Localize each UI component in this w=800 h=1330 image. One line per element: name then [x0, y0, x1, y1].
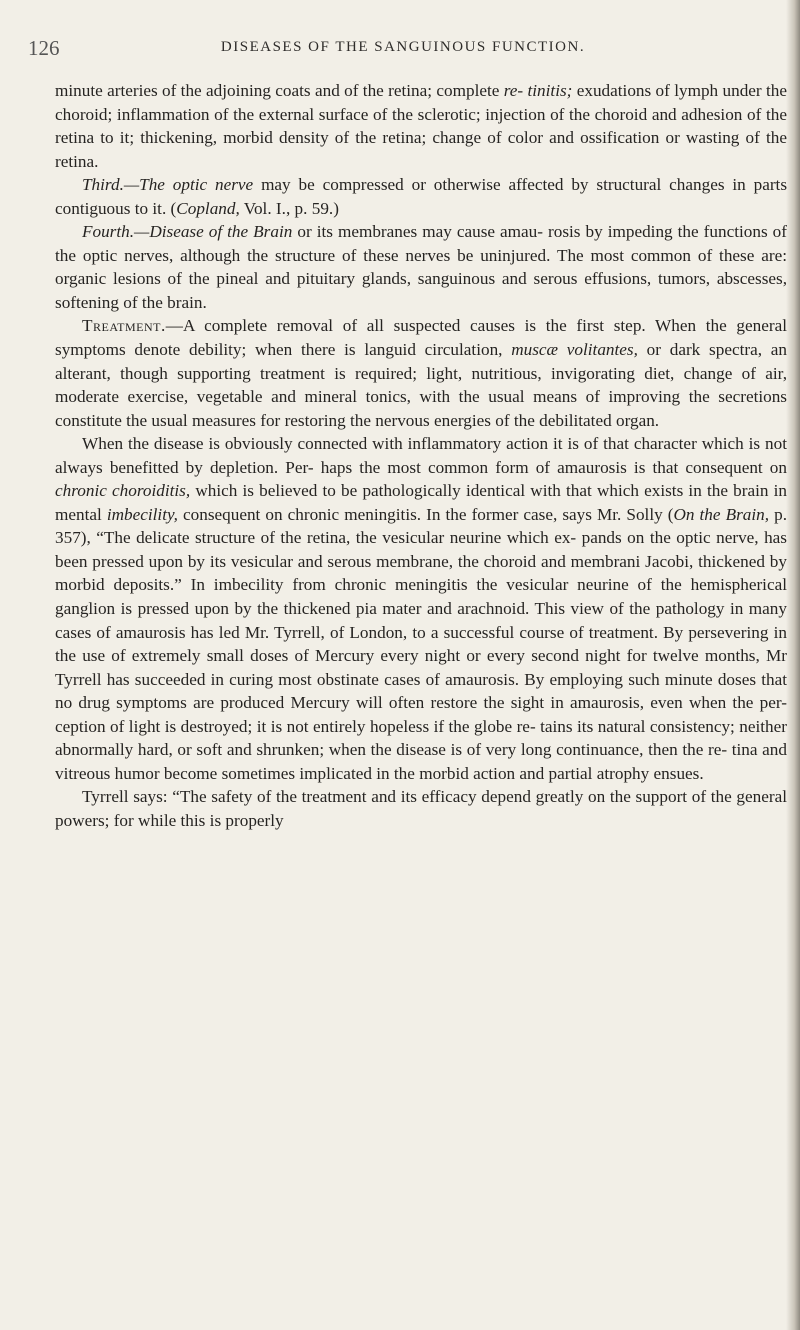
emphasis: re- tinitis;: [503, 81, 573, 100]
paragraph-5: When the disease is obviously connected with inflammatory action it is of that character which is not always benefitted by depletion. Per- haps the most common form of amaurosis is that consequent on chronic choroiditis, which is believed to be pathologically identical with that which exists in the brain in mental imbecility, consequent on chronic meningitis. In the former case, says Mr. Solly (On the Brain, p. 357), “The delicate structure of the retina, the vesicular neurine which ex- pands on the optic nerve, has been pressed upon by its vesicular and serous membrane, the choroid and membrani Jacobi, thickened by morbid deposits.” In imbecility from chronic meningitis the vesicular neurine of the hemispherical ganglion is pressed upon by the thickened pia mater and arachnoid. This view of the pathology in many cases of amaurosis has led Mr. Tyrrell, of London, to a successful course of treatment. By persevering in the use of extremely small doses of Mercury every night or every second night for twelve months, Mr Tyrrell has succeeded in curing most obstinate cases of amaurosis. By employing such minute doses that no drug symptoms are produced Mercury will often restore the sight in amaurosis, even when the per- ception of light is destroyed; it is not entirely hopeless if the globe re- tains its natural consistency; neither abnormally hard, or soft and shrunken; when the disease is of very long continuance, then the re- tina and vitreous humor become sometimes implicated in the morbid action and partial atrophy ensues.: [55, 434, 787, 783]
paragraph-3: Fourth.—Disease of the Brain or its membranes may cause amau- rosis by impeding the functions of the optic nerves, although the structure of these nerves be uninjured. The most common of these are: organic lesions of the pineal and pituitary glands, sanguinous and serous effusions, tumors, abscesses, softening of the brain.: [55, 222, 787, 312]
paragraph-6: Tyrrell says: “The safety of the treatment and its efficacy depend greatly on the support of the general powers; for while this is properly: [55, 787, 787, 830]
page-number: 126: [28, 36, 60, 60]
body-text: [55, 79, 787, 833]
emphasis: imbecility,: [106, 504, 178, 524]
section-heading-third: Third.—The optic nerve: [82, 175, 254, 195]
citation: On the Brain,: [673, 504, 770, 524]
running-head: DISEASES OF THE SANGUINOUS FUNCTION.: [220, 39, 586, 55]
page-edge: [786, 0, 800, 1330]
paragraph-2: Third.—The optic nerve may be compressed or otherwise affected by structural changes in parts contiguous to it. (Copland, Vol. I., p. 59.): [55, 175, 788, 218]
section-heading-fourth: Fourth.—Disease of the Brain: [82, 222, 293, 242]
citation: Copland,: [176, 198, 240, 218]
emphasis: muscæ volitantes,: [511, 340, 638, 360]
page-header: [18, 36, 788, 62]
emphasis: chronic choroiditis,: [55, 481, 191, 501]
section-heading-treatment: Treatment.: [82, 316, 166, 336]
paragraph-1: minute arteries of the adjoining coats and of the retina; complete re- tinitis; exudations of lymph under the choroid; inflammation of the external surface of the sclerotic; injection of the choroid and adhesion of the retina to it; thickening, morbid density of the retina; change of color and ossification or wasting of the retina.: [55, 81, 787, 171]
paragraph-4: Treatment.—A complete removal of all suspected causes is the first step. When the general symptoms denote debility; when there is languid circulation, muscæ volitantes, or dark spectra, an alterant, though supporting treatment is required; light, nutritious, invigorating diet, change of air, moderate exercise, vegetable and mineral tonics, with the usual means of improving the secretions constitute the usual measures for restoring the nervous energies of the debilitated organ.: [55, 316, 787, 430]
